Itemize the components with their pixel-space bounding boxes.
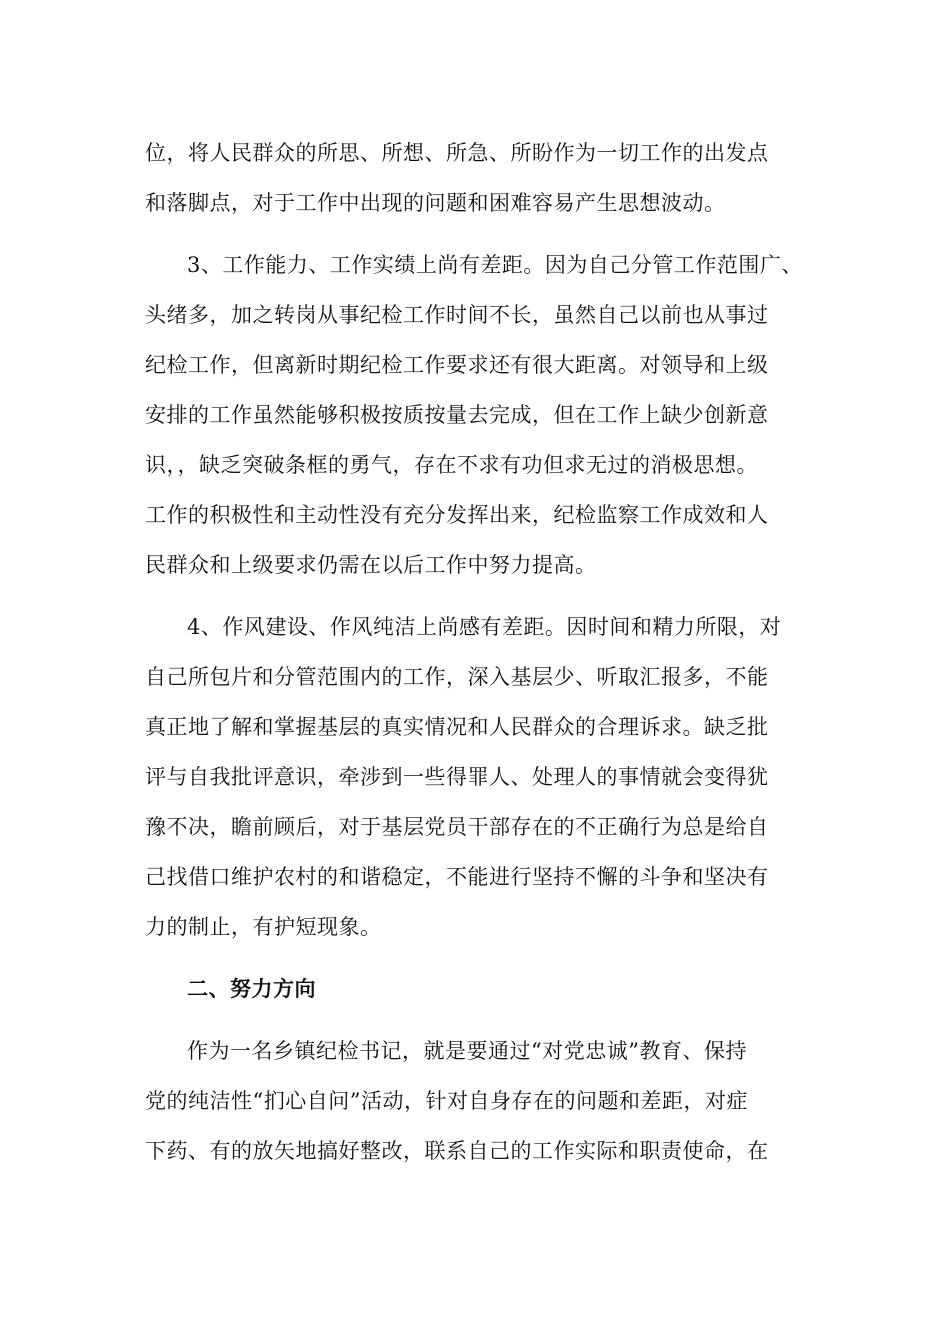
text-line: 识，，缺乏突破条框的勇气，存在不求有功但求无过的消极思想。 [145, 453, 758, 477]
text-line: 评与自我批评意识，牵涉到一些得罪人、处理人的事情就会变得犹 [145, 765, 769, 789]
paragraph-item-3 [145, 240, 810, 590]
text-line: 下药、有的放矢地搞好整改，联系自己的工作实际和职责使命，在 [145, 1139, 769, 1163]
section-heading [145, 964, 810, 1014]
text-line: 民群众和上级要求仍需在以后工作中努力提高。 [145, 553, 597, 577]
text-line: 力的制止，有护短现象。 [145, 915, 382, 939]
paragraph-item-4 [145, 602, 810, 952]
text-line: 作为一名乡镇纪检书记，就是要通过“对党忠诚”教育、保持 [187, 1039, 747, 1063]
text-line: 头绪多，加之转岗从事纪检工作时间不长，虽然自己以前也从事过 [145, 303, 769, 327]
heading-text: 二、努力方向 [187, 977, 316, 1001]
text-line: 位，将人民群众的所思、所想、所急、所盼作为一切工作的出发点 [145, 141, 769, 165]
text-line: 己找借口维护农村的和谐稳定，不能进行坚持不懈的斗争和坚决有 [145, 865, 769, 889]
paragraph-continuation [145, 128, 810, 228]
text-line: 和落脚点，对于工作中出现的问题和困难容易产生思想波动。 [145, 191, 726, 215]
text-line: 自己所包片和分管范围内的工作，深入基层少、听取汇报多，不能 [145, 665, 769, 689]
text-line: 4、作风建设、作风纯洁上尚感有差距。因时间和精力所限，对 [187, 615, 782, 639]
document-body [145, 128, 810, 1176]
text-line: 豫不决，瞻前顾后，对于基层党员干部存在的不正确行为总是给自 [145, 815, 769, 839]
text-line: 党的纯洁性“扪心自问”活动，针对自身存在的问题和差距，对症 [145, 1089, 748, 1113]
text-line: 真正地了解和掌握基层的真实情况和人民群众的合理诉求。缺乏批 [145, 715, 769, 739]
text-line: 安排的工作虽然能够积极按质按量去完成，但在工作上缺少创新意 [145, 403, 769, 427]
text-line: 工作的积极性和主动性没有充分发挥出来，纪检监察工作成效和人 [145, 503, 769, 527]
paragraph-direction [145, 1026, 810, 1176]
text-line: 3、工作能力、工作实绩上尚有差距。因为自己分管工作范围广、 [187, 253, 803, 277]
text-line: 纪检工作，但离新时期纪检工作要求还有很大距离。对领导和上级 [145, 353, 769, 377]
